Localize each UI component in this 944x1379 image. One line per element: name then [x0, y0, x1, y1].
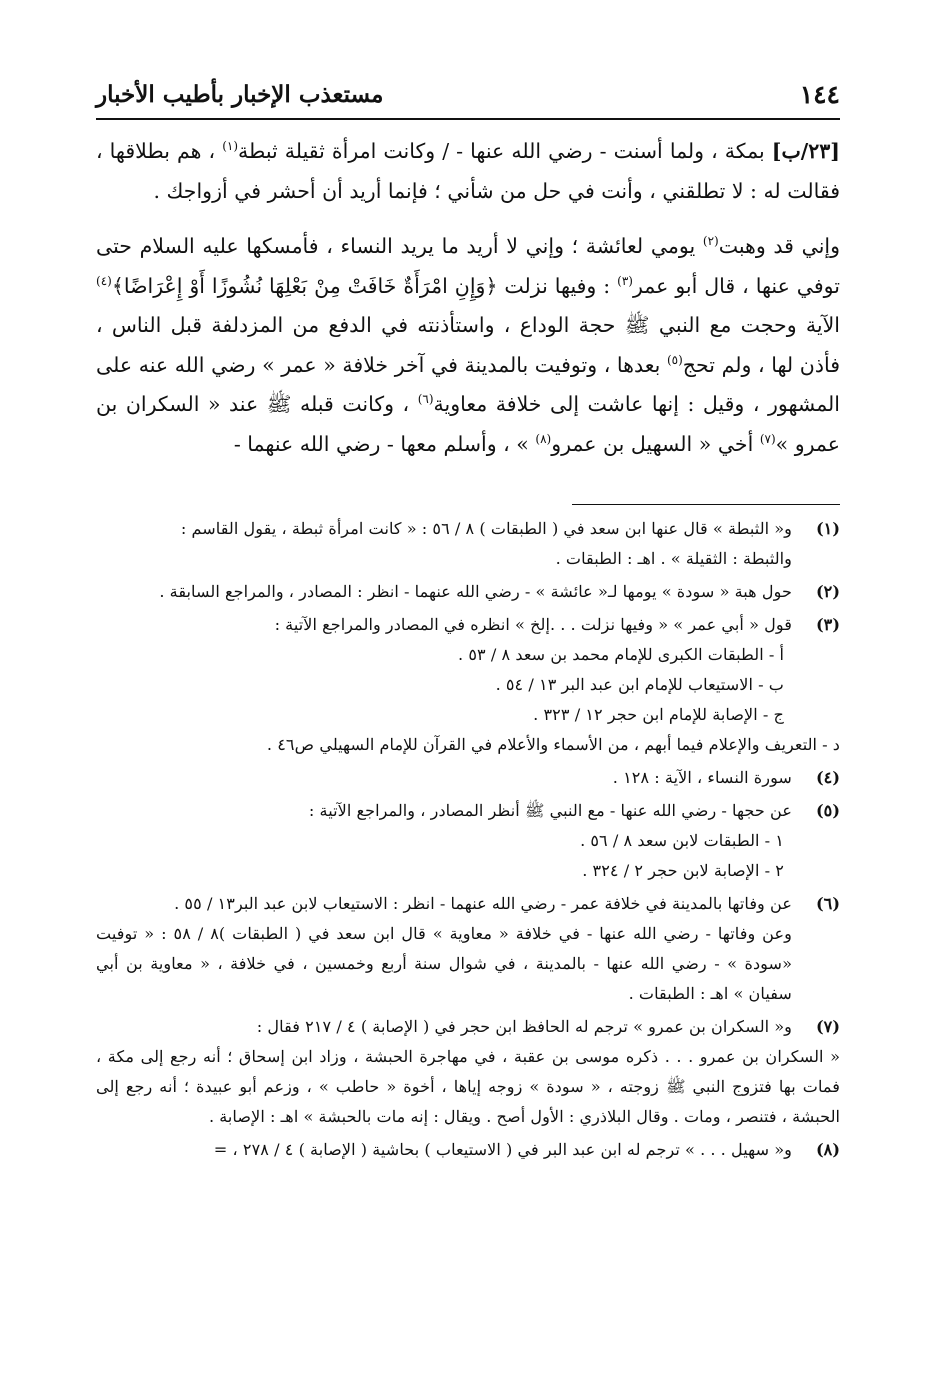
reference-item: ١ - الطبقات لابن سعد ٨ / ٥٦ . — [580, 831, 784, 850]
footnote-body — [96, 889, 792, 1009]
footnote-number: (٥) — [815, 801, 840, 820]
footnote-line: وعن وفاتها - رضي الله عنها - في خلافة « معاوية » قال ابن سعد في ( الطبقات )٨ / ٥٨ : « توفيت «سودة » - رضي الله عنها - بالمدينة ، في شوال سنة أربع وخمسين ، في خلافة ، « معاوية بن أبي سفيان » اهـ : الطبقات . — [96, 924, 792, 1003]
footnote-2 — [96, 577, 840, 607]
footnote-line: عن حجها - رضي الله عنها - مع النبي ﷺ أنظر المصادر ، والمراجع الآتية : — [308, 801, 792, 820]
footnote-number: (١) — [815, 519, 840, 538]
footnote-line: حول هبة « سودة » يومها لـ« عائشة » - رضي الله عنهما - انظر : المصادر ، والمراجع السابقة . — [159, 582, 792, 601]
footnote-body — [96, 577, 792, 607]
text-run: ، هم بطلاقها ، فقالت له : لا تطلقني ، وأنت في حل من شأني ؛ فإنما أريد أن أحشر في أزواجك . — [96, 139, 840, 203]
reference-item: أ - الطبقات الكبرى للإمام محمد بن سعد ٨ / ٥٣ . — [458, 645, 784, 664]
footnote-line: و« الثبطة » قال عنها ابن سعد في ( الطبقات ) ٨ / ٥٦ : « كانت امرأة ثبطة ، يقول القاسم : — [180, 519, 792, 538]
footnote-1 — [96, 514, 840, 574]
footnote-separator — [572, 504, 840, 505]
footnote-ref: (٨) — [535, 431, 552, 446]
running-title: مستعذب الإخبار بأطيب الأخبار — [96, 80, 384, 108]
footnote-body — [96, 1135, 792, 1165]
footnote-ref: (٧) — [759, 431, 776, 446]
text-run: بعدها ، وتوفيت بالمدينة في آخر خلافة « عمر » رضي الله عنه على المشهور ، وقيل : إنها عاشت إلى خلافة معاوية — [96, 352, 840, 416]
reference-item: ٢ - الإصابة لابن حجر ٢ / ٣٢٤ . — [582, 861, 784, 880]
page-number: ١٤٤ — [799, 79, 840, 109]
main-text — [96, 132, 840, 464]
reference-item: ب - الاستيعاب للإمام ابن عبد البر ١٣ / ٥٤ . — [495, 675, 784, 694]
footnote-line: قول « أبي عمر » « وفيها نزلت . . .إلخ » انظره في المصادر والمراجع الآتية : — [274, 615, 792, 634]
page-header — [96, 74, 840, 114]
footnote-number: (٢) — [815, 582, 840, 601]
footnote-3 — [96, 610, 840, 760]
header-rule — [96, 118, 840, 120]
text-run: ، وكانت قبله ﷺ عند « السكران بن عمرو » — [96, 392, 840, 456]
footnote-body — [96, 796, 792, 886]
footnote-5 — [96, 796, 840, 886]
text-run: وإني قد وهبت — [718, 234, 840, 258]
footnote-ref: (٦) — [417, 392, 434, 407]
footnote-ref: (٢) — [702, 234, 719, 249]
footnote-7 — [96, 1012, 840, 1132]
footnote-body — [96, 1012, 840, 1132]
reference-item: د - التعريف والإعلام فيما أبهم ، من الأسماء والأعلام في القرآن للإمام السهيلي ص٤٦ . — [266, 735, 840, 754]
footnote-6 — [96, 889, 840, 1009]
footnote-line: عن وفاتها بالمدينة في خلافة عمر - رضي الله عنهما - انظر : الاستيعاب لابن عبد البر١٣ / ٥٥ . — [174, 894, 792, 913]
paragraph-1 — [96, 132, 840, 211]
footnote-quote: « السكران بن عمرو . . . ذكره موسى بن عقبة ، في مهاجرة الحبشة ، وزاد ابن إسحاق ؛ أنه رجع إلى مكة ، فمات بها فتزوج النبي ﷺ زوجته ، « سودة » زوجه إياها ، أخوة « حاطب » ، وزعم أبو عبيدة ؛ أنه رجع إلى الحبشة ، فتنصر ، ومات . وقال البلاذري : الأول أصح . ويقال : إنه مات بالحبشة » اهـ : الإصابة . — [96, 1047, 840, 1126]
footnote-4 — [96, 763, 840, 793]
footnote-ref: (٣) — [617, 273, 633, 288]
manuscript-folio-marker: [٢٣/ب] — [771, 139, 840, 163]
footnote-body — [96, 610, 840, 760]
paragraph-2 — [96, 227, 840, 464]
reference-item: ج - الإصابة للإمام ابن حجر ١٢ / ٣٢٣ . — [533, 705, 784, 724]
footnote-line: سورة النساء ، الآية : ١٢٨ . — [612, 768, 792, 787]
footnote-ref: (٤) — [96, 273, 112, 288]
quran-quote: : وفيها نزلت ﴿وَإِنِ امْرَأَةٌ خَافَتْ مِنْ بَعْلِهَا نُشُوزًا أَوْ إِعْرَاضًا﴾ — [111, 273, 611, 298]
text-run: » ، وأسلم معها - رضي الله عنهما - — [233, 431, 529, 456]
footnote-ref: (١) — [222, 139, 239, 154]
footnote-line: والثبطة : الثقيلة » . اهـ : الطبقات . — [555, 549, 792, 568]
text-run: يومي لعائشة ؛ وإني لا أريد ما يريد النساء ، فأمسكها عليه السلام حتى توفي عنها ، قال أبو عمر — [96, 234, 840, 298]
footnote-body — [96, 514, 792, 574]
footnote-line: و« سهيل . . . » ترجم له ابن عبد البر في ( الاستيعاب ) بحاشية ( الإصابة ) ٤ / ٢٧٨ ، = — [213, 1140, 792, 1159]
footnote-number: (٧) — [815, 1017, 840, 1036]
footnote-number: (٦) — [815, 894, 840, 913]
footnote-number: (٣) — [815, 615, 840, 634]
text-run: بمكة ، ولما أسنت - رضي الله عنها - / وكانت امرأة ثقيلة ثبطة — [238, 139, 765, 163]
footnote-number: (٨) — [815, 1140, 840, 1159]
footnote-body — [96, 763, 792, 793]
footnote-ref: (٥) — [666, 352, 683, 367]
footnote-line: و« السكران بن عمرو » ترجم له الحافظ ابن حجر في ( الإصابة ) ٤ / ٢١٧ فقال : — [256, 1017, 792, 1036]
text-run: أخي « السهيل بن عمرو — [551, 431, 754, 456]
footnotes — [96, 514, 840, 1168]
footnote-8 — [96, 1135, 840, 1165]
footnote-number: (٤) — [815, 768, 840, 787]
text-run: الآية وحجت مع النبي ﷺ حجة الوداع ، واستأذنته في الدفع من المزدلفة قبل الناس ، فأذن لها ، ولم تحج — [96, 313, 840, 377]
